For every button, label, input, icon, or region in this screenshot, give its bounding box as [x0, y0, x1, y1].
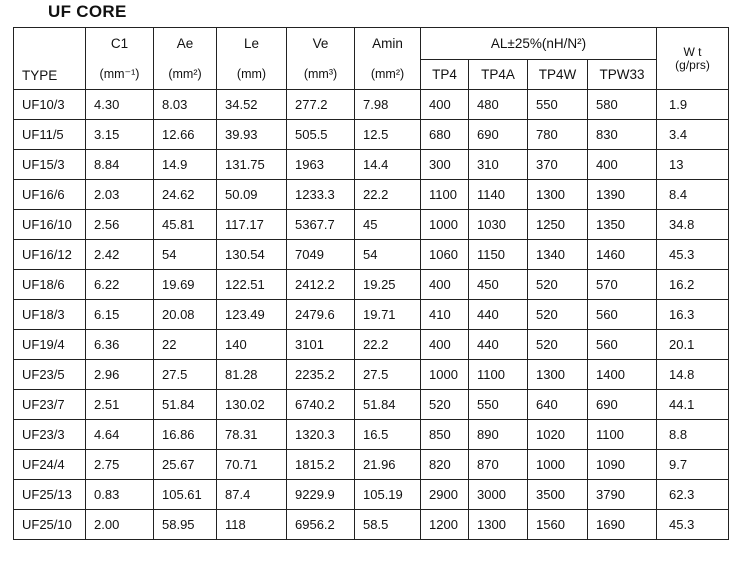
value-cell: 640: [528, 390, 588, 420]
value-cell: 3101: [287, 330, 355, 360]
value-cell: 14.9: [154, 150, 217, 180]
value-cell: 54: [154, 240, 217, 270]
uf-core-table: [13, 27, 729, 540]
value-cell: 3790: [588, 480, 657, 510]
value-cell: 3.4: [657, 120, 729, 150]
value-cell: 1020: [528, 420, 588, 450]
type-cell: UF23/3: [14, 420, 86, 450]
value-cell: 2.75: [86, 450, 154, 480]
value-cell: 1200: [421, 510, 469, 540]
value-cell: 310: [469, 150, 528, 180]
value-cell: 78.31: [217, 420, 287, 450]
al-group-header: AL±25%(nH/N²): [421, 28, 657, 60]
material-header-tpw33: TPW33: [588, 60, 657, 90]
value-cell: 870: [469, 450, 528, 480]
value-cell: 1250: [528, 210, 588, 240]
type-cell: UF16/6: [14, 180, 86, 210]
table-row: [14, 390, 729, 420]
value-cell: 1000: [421, 360, 469, 390]
value-cell: 520: [528, 270, 588, 300]
type-cell: UF25/10: [14, 510, 86, 540]
value-cell: 830: [588, 120, 657, 150]
table-row: [14, 270, 729, 300]
value-cell: 50.09: [217, 180, 287, 210]
value-cell: 123.49: [217, 300, 287, 330]
value-cell: 520: [421, 390, 469, 420]
value-cell: 400: [421, 270, 469, 300]
value-cell: 1000: [528, 450, 588, 480]
type-header: TYPE: [14, 28, 86, 90]
value-cell: 1150: [469, 240, 528, 270]
value-cell: 54: [355, 240, 421, 270]
header-le-symbol: Le: [243, 35, 260, 51]
value-cell: 780: [528, 120, 588, 150]
type-cell: UF10/3: [14, 90, 86, 120]
weight-unit: (g/prs): [675, 57, 710, 72]
weight-header: [657, 28, 729, 90]
value-cell: 21.96: [355, 450, 421, 480]
value-cell: 400: [421, 330, 469, 360]
header-row-1: [14, 28, 729, 60]
value-cell: 14.8: [657, 360, 729, 390]
value-cell: 27.5: [355, 360, 421, 390]
value-cell: 20.08: [154, 300, 217, 330]
value-cell: 4.30: [86, 90, 154, 120]
material-header-tp4: TP4: [421, 60, 469, 90]
value-cell: 300: [421, 150, 469, 180]
value-cell: 560: [588, 300, 657, 330]
table-row: [14, 510, 729, 540]
value-cell: 1300: [469, 510, 528, 540]
value-cell: 45.3: [657, 510, 729, 540]
value-cell: 9229.9: [287, 480, 355, 510]
table-row: [14, 330, 729, 360]
value-cell: 22: [154, 330, 217, 360]
value-cell: 105.61: [154, 480, 217, 510]
header-le-unit: (mm): [236, 66, 267, 81]
value-cell: 6956.2: [287, 510, 355, 540]
value-cell: 16.86: [154, 420, 217, 450]
value-cell: 6.36: [86, 330, 154, 360]
value-cell: 130.02: [217, 390, 287, 420]
value-cell: 12.5: [355, 120, 421, 150]
value-cell: 118: [217, 510, 287, 540]
value-cell: 19.71: [355, 300, 421, 330]
value-cell: 570: [588, 270, 657, 300]
value-cell: 1.9: [657, 90, 729, 120]
value-cell: 16.2: [657, 270, 729, 300]
value-cell: 1233.3: [287, 180, 355, 210]
value-cell: 2.00: [86, 510, 154, 540]
header-c1-unit: (mm⁻¹): [99, 66, 140, 81]
value-cell: 1100: [421, 180, 469, 210]
value-cell: 520: [528, 300, 588, 330]
value-cell: 6740.2: [287, 390, 355, 420]
table-row: [14, 150, 729, 180]
type-cell: UF15/3: [14, 150, 86, 180]
value-cell: 19.25: [355, 270, 421, 300]
weight-label: W t: [683, 44, 702, 59]
type-cell: UF24/4: [14, 450, 86, 480]
value-cell: 1300: [528, 180, 588, 210]
value-cell: 58.5: [355, 510, 421, 540]
value-cell: 51.84: [154, 390, 217, 420]
value-cell: 130.54: [217, 240, 287, 270]
value-cell: 6.15: [86, 300, 154, 330]
header-amin-unit: (mm²): [370, 66, 405, 81]
table-body: [14, 90, 729, 540]
value-cell: 520: [528, 330, 588, 360]
header-amin: [355, 28, 421, 90]
value-cell: 680: [421, 120, 469, 150]
table-row: [14, 180, 729, 210]
value-cell: 122.51: [217, 270, 287, 300]
header-ve-symbol: Ve: [312, 35, 329, 51]
header-c1: [86, 28, 154, 90]
value-cell: 44.1: [657, 390, 729, 420]
value-cell: 1140: [469, 180, 528, 210]
value-cell: 6.22: [86, 270, 154, 300]
table-row: [14, 90, 729, 120]
value-cell: 450: [469, 270, 528, 300]
value-cell: 70.71: [217, 450, 287, 480]
value-cell: 480: [469, 90, 528, 120]
value-cell: 8.84: [86, 150, 154, 180]
value-cell: 4.64: [86, 420, 154, 450]
table-row: [14, 300, 729, 330]
value-cell: 8.03: [154, 90, 217, 120]
table-row: [14, 480, 729, 510]
value-cell: 2.96: [86, 360, 154, 390]
header-ve: [287, 28, 355, 90]
value-cell: 81.28: [217, 360, 287, 390]
value-cell: 1340: [528, 240, 588, 270]
value-cell: 13: [657, 150, 729, 180]
table-row: [14, 120, 729, 150]
value-cell: 20.1: [657, 330, 729, 360]
value-cell: 105.19: [355, 480, 421, 510]
value-cell: 2900: [421, 480, 469, 510]
type-cell: UF25/13: [14, 480, 86, 510]
value-cell: 22.2: [355, 180, 421, 210]
type-cell: UF16/12: [14, 240, 86, 270]
value-cell: 370: [528, 150, 588, 180]
value-cell: 1390: [588, 180, 657, 210]
value-cell: 5367.7: [287, 210, 355, 240]
table-row: [14, 360, 729, 390]
value-cell: 24.62: [154, 180, 217, 210]
value-cell: 140: [217, 330, 287, 360]
value-cell: 14.4: [355, 150, 421, 180]
value-cell: 1060: [421, 240, 469, 270]
value-cell: 440: [469, 330, 528, 360]
type-cell: UF19/4: [14, 330, 86, 360]
value-cell: 34.8: [657, 210, 729, 240]
value-cell: 19.69: [154, 270, 217, 300]
value-cell: 1690: [588, 510, 657, 540]
value-cell: 2235.2: [287, 360, 355, 390]
value-cell: 3.15: [86, 120, 154, 150]
header-ve-unit: (mm³): [303, 66, 338, 81]
value-cell: 1100: [469, 360, 528, 390]
header-ae-unit: (mm²): [168, 66, 202, 81]
value-cell: 1000: [421, 210, 469, 240]
value-cell: 27.5: [154, 360, 217, 390]
value-cell: 34.52: [217, 90, 287, 120]
value-cell: 1460: [588, 240, 657, 270]
value-cell: 550: [469, 390, 528, 420]
table-row: [14, 450, 729, 480]
value-cell: 45.3: [657, 240, 729, 270]
value-cell: 1300: [528, 360, 588, 390]
value-cell: 1815.2: [287, 450, 355, 480]
value-cell: 39.93: [217, 120, 287, 150]
value-cell: 690: [469, 120, 528, 150]
value-cell: 12.66: [154, 120, 217, 150]
table-row: [14, 210, 729, 240]
value-cell: 0.83: [86, 480, 154, 510]
value-cell: 87.4: [217, 480, 287, 510]
value-cell: 25.67: [154, 450, 217, 480]
value-cell: 550: [528, 90, 588, 120]
table-row: [14, 420, 729, 450]
value-cell: 131.75: [217, 150, 287, 180]
value-cell: 690: [588, 390, 657, 420]
value-cell: 16.3: [657, 300, 729, 330]
value-cell: 3000: [469, 480, 528, 510]
value-cell: 850: [421, 420, 469, 450]
value-cell: 1400: [588, 360, 657, 390]
value-cell: 1100: [588, 420, 657, 450]
header-le: [217, 28, 287, 90]
header-amin-symbol: Amin: [372, 35, 403, 51]
value-cell: 2479.6: [287, 300, 355, 330]
material-header-tp4a: TP4A: [469, 60, 528, 90]
value-cell: 1560: [528, 510, 588, 540]
value-cell: 51.84: [355, 390, 421, 420]
value-cell: 45: [355, 210, 421, 240]
value-cell: 2.42: [86, 240, 154, 270]
value-cell: 8.8: [657, 420, 729, 450]
value-cell: 22.2: [355, 330, 421, 360]
value-cell: 1320.3: [287, 420, 355, 450]
page-title: UF CORE: [48, 2, 127, 21]
header-ae: [154, 28, 217, 90]
type-cell: UF11/5: [14, 120, 86, 150]
value-cell: 2.51: [86, 390, 154, 420]
value-cell: 2412.2: [287, 270, 355, 300]
type-cell: UF16/10: [14, 210, 86, 240]
type-cell: UF23/7: [14, 390, 86, 420]
type-cell: UF18/6: [14, 270, 86, 300]
value-cell: 277.2: [287, 90, 355, 120]
value-cell: 7.98: [355, 90, 421, 120]
value-cell: 117.17: [217, 210, 287, 240]
value-cell: 1030: [469, 210, 528, 240]
value-cell: 400: [421, 90, 469, 120]
value-cell: 58.95: [154, 510, 217, 540]
value-cell: 1963: [287, 150, 355, 180]
type-cell: UF18/3: [14, 300, 86, 330]
value-cell: 505.5: [287, 120, 355, 150]
value-cell: 8.4: [657, 180, 729, 210]
value-cell: 62.3: [657, 480, 729, 510]
header-ae-symbol: Ae: [176, 35, 194, 51]
value-cell: 890: [469, 420, 528, 450]
value-cell: 560: [588, 330, 657, 360]
value-cell: 2.56: [86, 210, 154, 240]
value-cell: 7049: [287, 240, 355, 270]
value-cell: 16.5: [355, 420, 421, 450]
material-header-tp4w: TP4W: [528, 60, 588, 90]
header-c1-symbol: C1: [110, 35, 129, 51]
value-cell: 2.03: [86, 180, 154, 210]
value-cell: 440: [469, 300, 528, 330]
table-row: [14, 240, 729, 270]
value-cell: 1350: [588, 210, 657, 240]
value-cell: 1090: [588, 450, 657, 480]
value-cell: 3500: [528, 480, 588, 510]
value-cell: 45.81: [154, 210, 217, 240]
value-cell: 9.7: [657, 450, 729, 480]
value-cell: 400: [588, 150, 657, 180]
value-cell: 580: [588, 90, 657, 120]
value-cell: 820: [421, 450, 469, 480]
value-cell: 410: [421, 300, 469, 330]
type-cell: UF23/5: [14, 360, 86, 390]
